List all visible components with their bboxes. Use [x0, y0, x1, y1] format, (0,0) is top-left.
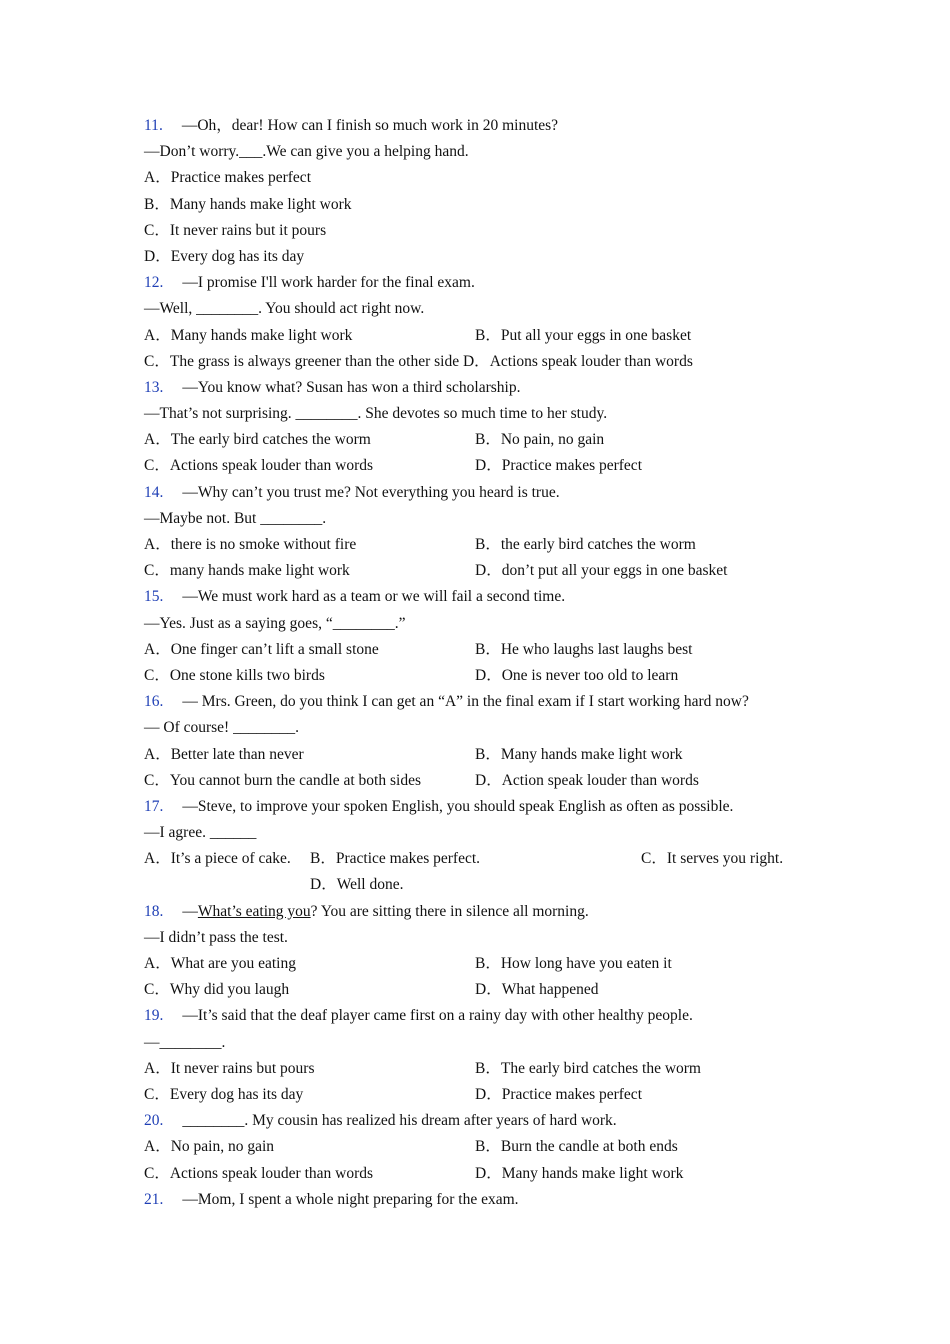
option-b: B．Burn the candle at both ends — [475, 1138, 678, 1156]
option-a: A．Practice makes perfect — [144, 169, 311, 187]
question-stem: —Oh，dear! How can I finish so much work in 20 minutes? — [181, 117, 559, 134]
question-17: 17. —Steve, to improve your spoken English, you should speak English as often as possible. — [144, 797, 734, 815]
option-d: D．Practice makes perfect — [475, 1085, 642, 1103]
question-list — [144, 113, 824, 1213]
question-12: 12. —I promise I'll work harder for the final exam. — [144, 274, 475, 292]
option-d: D．Well done. — [310, 876, 404, 894]
option-row — [144, 846, 824, 872]
option-row — [144, 742, 824, 768]
option-a: A．there is no smoke without fire — [144, 536, 357, 553]
option-d: D．Action speak louder than words — [475, 771, 699, 789]
option-row — [144, 532, 824, 558]
question-number: 14 — [144, 483, 160, 501]
option-b: B．Many hands make light work — [144, 195, 352, 213]
option-row — [144, 1056, 824, 1082]
question-number: 18 — [144, 902, 160, 920]
option-c: C．Every dog has its day — [144, 1085, 304, 1103]
option-c: C．many hands make light work — [144, 562, 350, 580]
option-row — [144, 323, 824, 349]
question-number: 13 — [144, 378, 160, 396]
option-b: B．Many hands make light work — [475, 745, 683, 763]
question-19: 19. —It’s said that the deaf player came first on a rainy day with other healthy people. — [144, 1007, 693, 1025]
question-reply: —That’s not surprising. ________. She devotes so much time to her study. — [144, 405, 608, 423]
option-a: A．It never rains but pours — [144, 1059, 315, 1077]
option-row — [144, 663, 824, 689]
option-c: C．It never rains but it pours — [144, 221, 327, 239]
option-row — [144, 453, 824, 479]
option-b: B．Put all your eggs in one basket — [475, 326, 692, 344]
option-d: D．What happened — [475, 981, 599, 999]
question-18: 18. —What’s eating you? You are sitting there in silence all morning. — [144, 902, 589, 920]
option-d: D．don’t put all your eggs in one basket — [475, 562, 728, 580]
question-number: 15 — [144, 588, 160, 606]
option-row — [144, 977, 824, 1003]
underlined-phrase: What’s eating you — [197, 902, 311, 920]
question-reply: —Maybe not. But ________. — [144, 509, 327, 527]
question-number: 12 — [144, 274, 160, 292]
question-16: 16. — Mrs. Green, do you think I can get an “A” in the final exam if I start working hard now? — [144, 693, 749, 711]
question-stem: ________. My cousin has realized his dream after years of hard work. — [182, 1112, 617, 1130]
question-number: 21 — [144, 1190, 160, 1208]
question-reply: —________. — [144, 1033, 226, 1051]
option-a: A．What are you eating — [144, 955, 296, 972]
option-d: D．Many hands make light work — [475, 1164, 684, 1182]
question-number: 20 — [144, 1112, 160, 1130]
option-d: D．One is never too old to learn — [475, 666, 679, 684]
option-d: D．Actions speak louder than words — [462, 352, 693, 370]
option-row — [144, 768, 824, 794]
option-b: B．How long have you eaten it — [475, 955, 672, 972]
option-c: C．Why did you laugh — [144, 981, 290, 999]
question-stem: —Steve, to improve your spoken English, you should speak English as often as possible. — [182, 797, 734, 815]
question-reply: —I agree. ______ — [144, 824, 257, 842]
question-number: 17 — [144, 797, 160, 815]
question-15: 15. —We must work hard as a team or we will fail a second time. — [144, 588, 566, 606]
option-d: D．Every dog has its day — [144, 247, 305, 265]
option-a: A．The early bird catches the worm — [144, 431, 371, 449]
question-reply: —Yes. Just as a saying goes, “________.” — [144, 614, 406, 632]
question-reply: — Of course! ________. — [144, 719, 299, 737]
question-stem: —We must work hard as a team or we will fail a second time. — [182, 588, 566, 606]
question-stem: —It’s said that the deaf player came first on a rainy day with other healthy people. — [182, 1007, 693, 1025]
option-d: D．Practice makes perfect — [475, 457, 642, 475]
question-reply: —Don’t worry.___.We can give you a helping hand. — [144, 143, 469, 161]
option-row — [144, 1082, 824, 1108]
question-number: 11 — [144, 117, 159, 134]
question-stem: — Mrs. Green, do you think I can get an “A” in the final exam if I start working hard now? — [182, 693, 749, 711]
option-a: A．Better late than never — [144, 745, 304, 763]
option-row — [144, 951, 824, 977]
option-row — [144, 1161, 824, 1187]
option-b: B．He who laughs last laughs best — [475, 640, 693, 658]
option-c: C．You cannot burn the candle at both sides — [144, 771, 421, 789]
question-stem: —I promise I'll work harder for the final exam. — [182, 274, 475, 292]
option-a: A．Many hands make light work — [144, 326, 353, 344]
option-c: C．One stone kills two birds — [144, 666, 325, 684]
question-reply: —Well, ________. You should act right now. — [144, 300, 425, 318]
question-11: 11. —Oh，dear! How can I finish so much work in 20 minutes? — [144, 117, 559, 134]
question-reply: —I didn’t pass the test. — [144, 928, 288, 946]
question-stem: —You know what? Susan has won a third scholarship. — [182, 378, 521, 396]
option-row — [144, 637, 824, 663]
option-a: A．No pain, no gain — [144, 1138, 275, 1156]
question-stem: —Mom, I spent a whole night preparing for the exam. — [182, 1190, 519, 1208]
option-row — [144, 1134, 824, 1160]
question-20: 20. ________. My cousin has realized his dream after years of hard work. — [144, 1112, 617, 1130]
option-b: B．The early bird catches the worm — [475, 1059, 701, 1077]
option-c: C．Actions speak louder than words — [144, 457, 374, 475]
option-c: C．Actions speak louder than words — [144, 1164, 374, 1182]
option-b: B．No pain, no gain — [475, 431, 605, 449]
option-a: A．One finger can’t lift a small stone — [144, 640, 379, 658]
option-row — [144, 349, 824, 375]
option-a: A．It’s a piece of cake. — [144, 850, 291, 868]
question-number: 19 — [144, 1007, 160, 1025]
option-b: B．the early bird catches the worm — [475, 536, 696, 553]
question-number: 16 — [144, 693, 160, 711]
option-b: B．Practice makes perfect. — [310, 850, 481, 868]
question-13: 13. —You know what? Susan has won a third scholarship. — [144, 378, 521, 396]
option-c: C．It serves you right. — [641, 850, 784, 868]
option-c: C．The grass is always greener than the other side — [144, 352, 460, 370]
question-14: 14. —Why can’t you trust me? Not everything you heard is true. — [144, 483, 560, 501]
question-21: 21. —Mom, I spent a whole night preparing for the exam. — [144, 1190, 519, 1208]
option-row — [144, 558, 824, 584]
option-row — [144, 427, 824, 453]
question-stem: —Why can’t you trust me? Not everything you heard is true. — [182, 483, 560, 501]
